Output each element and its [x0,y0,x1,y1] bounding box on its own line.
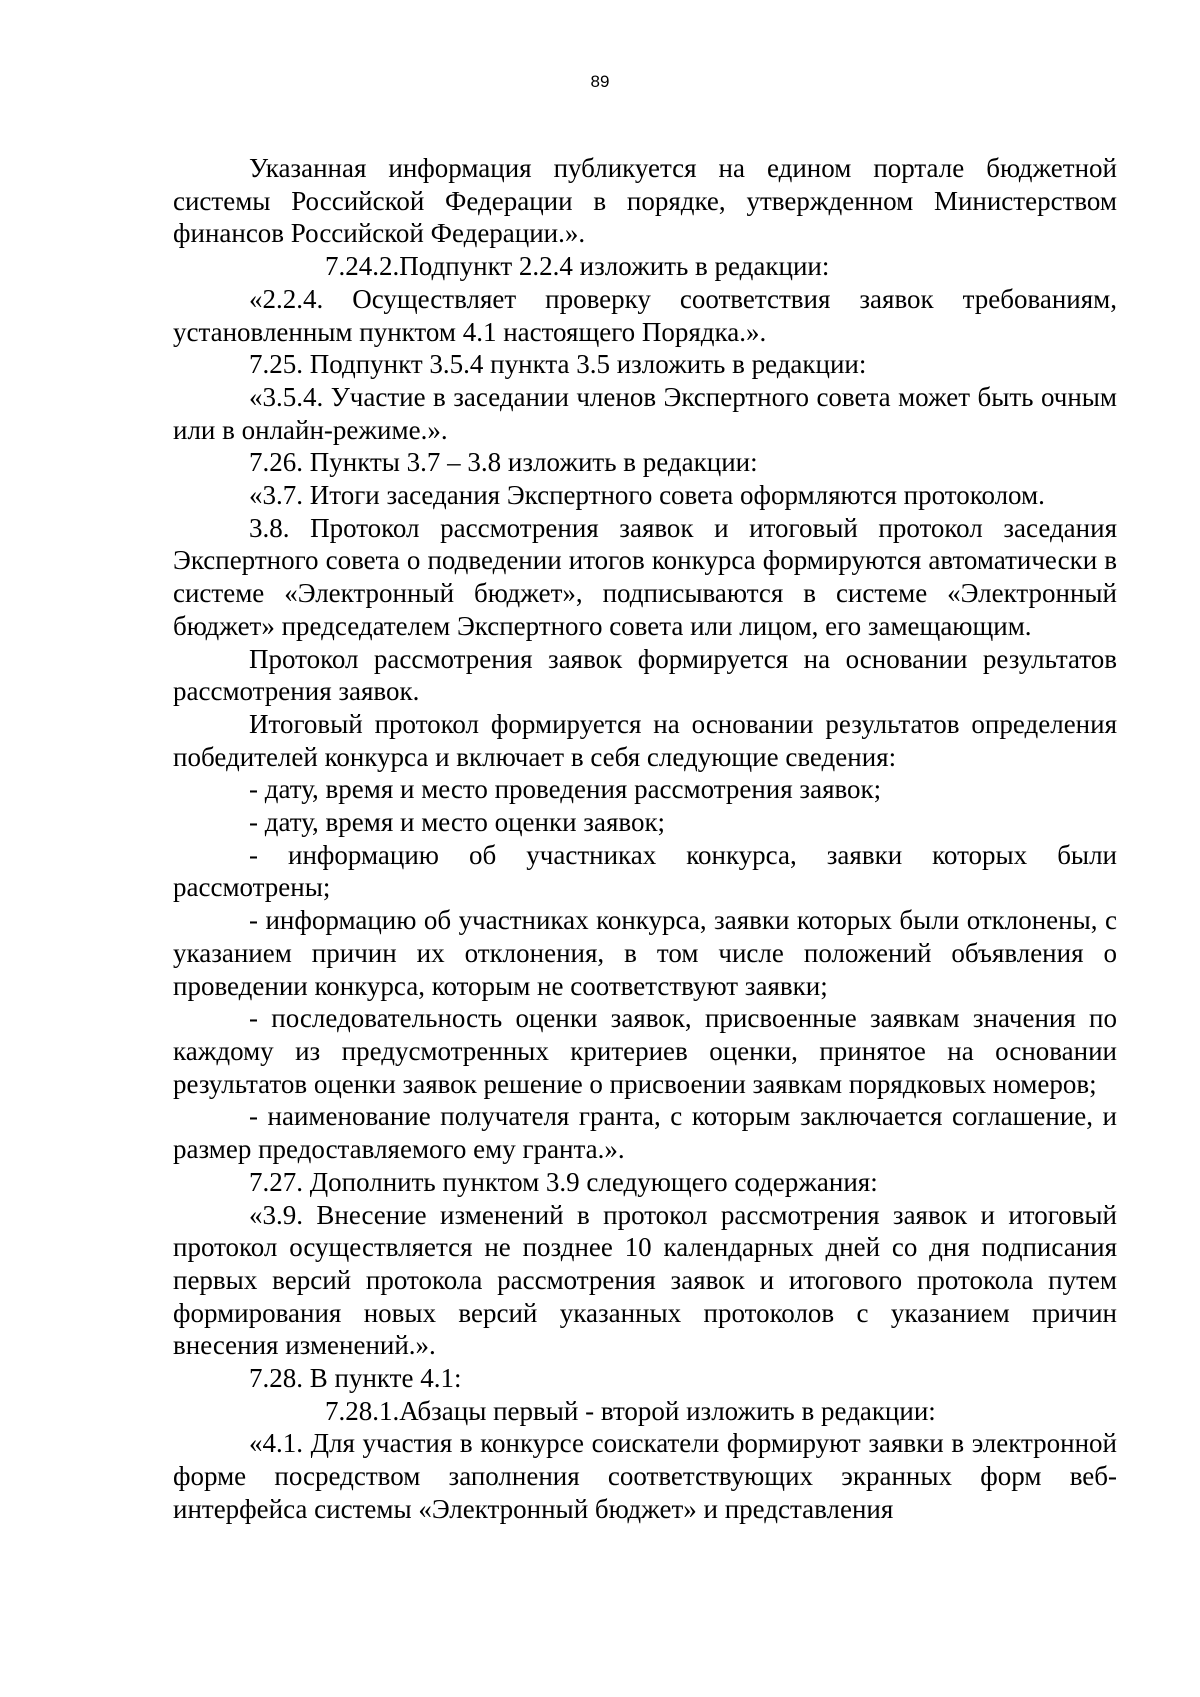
list-item: - информацию об участниках конкурса, заявки которых были отклонены, с указанием причин их отклонения, в том числе положений объявления о проведении конкурса, которым не соответствуют заявки; [173,905,1117,1001]
paragraph: «3.5.4. Участие в заседании членов Экспертного совета может быть очным или в онлайн-режиме.». [173,381,1117,445]
list-item: - дату, время и место оценки заявок; [249,807,666,838]
paragraph: «3.7. Итоги заседания Экспертного совета оформляются протоколом. [249,480,1045,511]
paragraph: Итоговый протокол формируется на основании результатов определения победителей конкурса и включает в себя следующие сведения: [173,708,1117,772]
paragraph: 7.25. Подпункт 3.5.4 пункта 3.5 изложить в редакции: [249,349,867,380]
paragraph: «2.2.4. Осуществляет проверку соответствия заявок требованиям, установленным пунктом 4.1 настоящего Порядка.». [173,283,1117,347]
paragraph: 3.8. Протокол рассмотрения заявок и итоговый протокол заседания Экспертного совета о подведении итогов конкурса формируются автоматически в системе «Электронный бюджет», подписываются в системе «Электронный бюджет» председателем Экспертного совета или лицом, его замещающим. [173,512,1117,641]
clause-number: 7.28.1. [325,1395,400,1426]
list-item: - информацию об участниках конкурса, заявки которых были рассмотрены; [173,839,1117,903]
list-item: - дату, время и место проведения рассмотрения заявок; [249,774,882,805]
clause-number: 7.24.2. [325,251,400,282]
paragraph-7-28-1 [173,1395,1117,1428]
page-number: 89 [590,72,610,91]
paragraph: «4.1. Для участия в конкурсе соискатели формируют заявки в электронной форме посредством заполнения соответствующих экранных форм веб-интерфейса системы «Электронный бюджет» и представления [173,1428,1117,1524]
paragraph: Протокол рассмотрения заявок формируется на основании результатов рассмотрения заявок. [173,643,1117,707]
clause-text: Подпункт 2.2.4 изложить в редакции: [399,251,830,282]
list-item: - наименование получателя гранта, с которым заключается соглашение, и размер предоставляемого ему гранта.». [173,1101,1117,1165]
paragraph: 7.28. В пункте 4.1: [249,1363,462,1394]
paragraph: 7.27. Дополнить пунктом 3.9 следующего содержания: [249,1166,878,1197]
paragraph-7-24-2 [173,250,1117,283]
paragraph: «3.9. Внесение изменений в протокол рассмотрения заявок и итоговый протокол осуществляется не позднее 10 календарных дней со дня подписания первых версий протокола рассмотрения заявок и итогового протокола путем формирования новых версий указанных протоколов с указанием причин внесения изменений.». [173,1199,1117,1361]
paragraph: Указанная информация публикуется на едином портале бюджетной системы Российской Федерации в порядке, утвержденном Министерством финансов Российской Федерации.». [173,153,1117,249]
paragraph: 7.26. Пункты 3.7 – 3.8 изложить в редакции: [249,447,758,478]
document-body [173,152,1117,1526]
list-item: - последовательность оценки заявок, присвоенные заявкам значения по каждому из предусмотренных критериев оценки, принятое на основании результатов оценки заявок решение о присвоении заявкам порядковых номеров; [173,1003,1117,1099]
clause-text: Абзацы первый - второй изложить в редакции: [399,1395,936,1426]
